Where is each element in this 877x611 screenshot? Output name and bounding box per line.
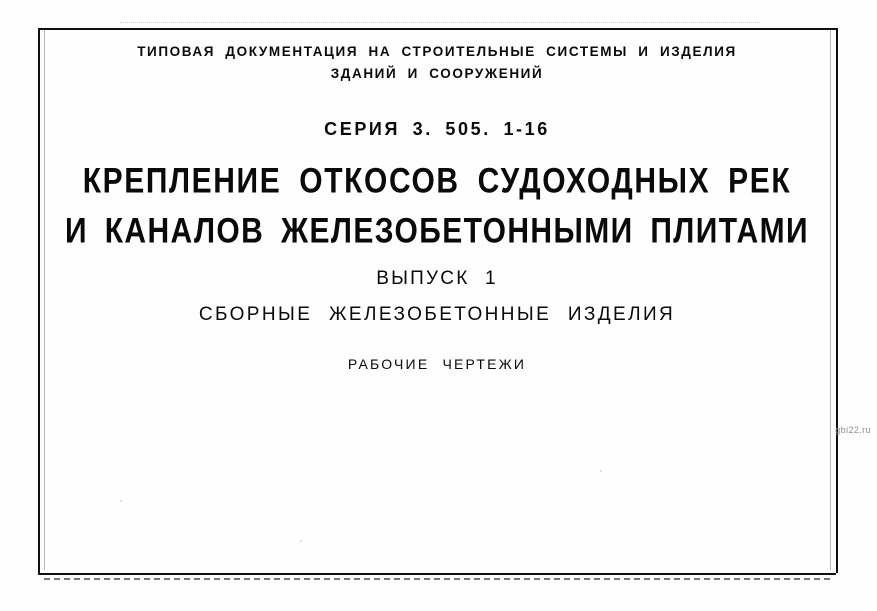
scan-speck — [120, 500, 122, 502]
series-number: СЕРИЯ 3. 505. 1-16 — [324, 119, 550, 139]
header-line-2: ЗДАНИЙ И СООРУЖЕНИЙ — [330, 66, 544, 81]
page-border-right — [836, 28, 838, 573]
document-type: РАБОЧИЕ ЧЕРТЕЖИ — [347, 356, 527, 372]
watermark-label: gbi22.ru — [835, 425, 871, 435]
scan-artifact-bottom — [44, 578, 830, 580]
document-subtitle: СБОРНЫЕ ЖЕЛЕЗОБЕТОННЫЕ ИЗДЕЛИЯ — [198, 304, 676, 325]
document-title-line-1: КРЕПЛЕНИЕ ОТКОСОВ СУДОХОДНЫХ РЕК — [82, 162, 792, 201]
page-border-bottom — [38, 573, 836, 575]
scan-speck — [600, 470, 602, 472]
scan-artifact-top — [120, 22, 760, 23]
scan-speck — [300, 540, 302, 542]
issue-number: ВЫПУСК 1 — [376, 268, 498, 289]
title-page-content — [38, 28, 836, 573]
document-title-line-2: И КАНАЛОВ ЖЕЛЕЗОБЕТОННЫМИ ПЛИТАМИ — [65, 212, 809, 251]
header-line-1: ТИПОВАЯ ДОКУМЕНТАЦИЯ НА СТРОИТЕЛЬНЫЕ СИСТЕМЫ И ИЗДЕЛИЯ — [137, 44, 737, 59]
